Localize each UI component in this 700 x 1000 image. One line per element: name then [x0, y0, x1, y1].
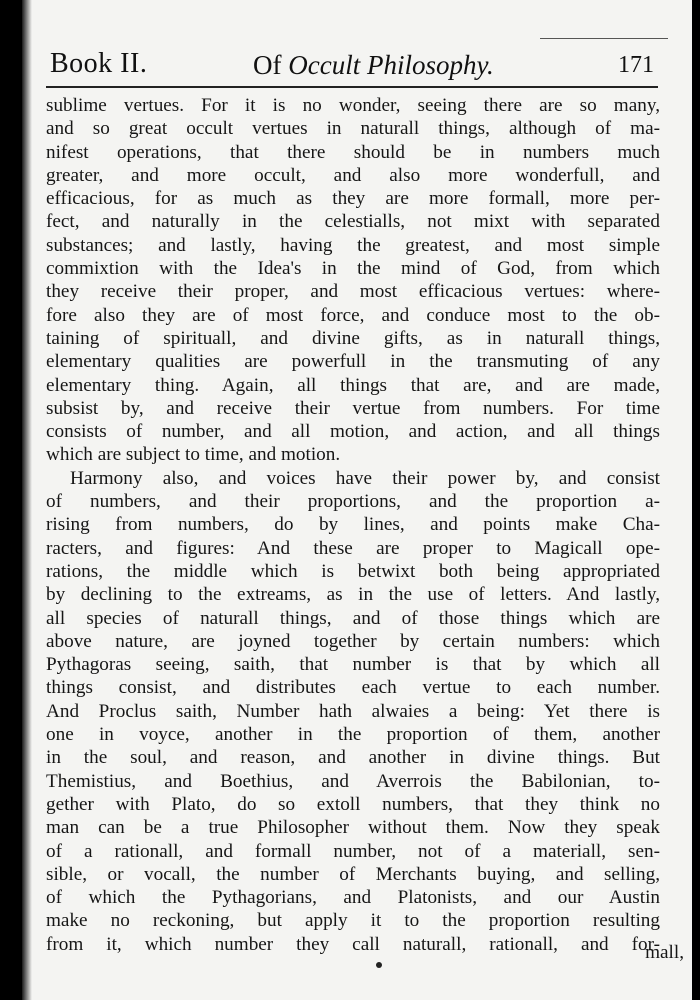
text-line: they receive their proper, and most efficacious vertues: where-: [46, 281, 660, 303]
text-line: by declining to the extreams, as in the use of letters. And lastly,: [46, 584, 660, 606]
text-line: from it, which number they call naturall, rationall, and for-: [46, 933, 660, 955]
text-line: Pythagoras seeing, saith, that number is that by which all: [46, 654, 660, 676]
text-line: fore also they are of most force, and conduce most to the ob-: [46, 304, 660, 326]
header-rule: [46, 86, 658, 88]
text-line: of a rationall, and formall number, not of a materiall, sen-: [46, 840, 660, 862]
text-line: elementary thing. Again, all things that are, and are made,: [46, 374, 660, 396]
text-line: and so great occult vertues in naturall things, although of ma-: [46, 118, 660, 140]
text-line: Themistius, and Boethius, and Averrois the Babilonian, to-: [46, 770, 660, 792]
text-line: nifest operations, that there should be in numbers much: [46, 141, 660, 163]
text-line: of which the Pythagorians, and Platonists, and our Austin: [46, 887, 660, 909]
text-line: gether with Plato, do so extoll numbers, that they think no: [46, 793, 660, 815]
text-line: above nature, are joyned together by certain numbers: which: [46, 630, 660, 652]
text-line: which are subject to time, and motion.: [46, 444, 341, 466]
page-number: 171: [618, 52, 654, 78]
text-line: fect, and naturally in the celestialls, not mixt with separated: [46, 211, 660, 233]
text-line: subsist by, and receive their vertue from numbers. For time: [46, 397, 660, 419]
text-line: rising from numbers, do by lines, and points make Cha-: [46, 514, 660, 536]
title-prefix: Of: [253, 50, 282, 80]
running-head: [50, 42, 662, 84]
text-line: And Proclus saith, Number hath alwaies a being: Yet there is: [46, 700, 660, 722]
text-line: things consist, and distributes each vertue to each number.: [46, 677, 660, 699]
text-line: elementary qualities are powerfull in the transmuting of any: [46, 351, 660, 373]
text-line: taining of spirituall, and divine gifts, as in naturall things,: [46, 327, 660, 349]
title-italic: Occult Philosophy.: [288, 50, 494, 80]
text-line: of numbers, and their proportions, and the proportion a-: [46, 491, 660, 513]
text-line: efficacious, for as much as they are more formall, more per-: [46, 188, 660, 210]
text-line: Harmony also, and voices have their power by, and consist: [70, 467, 660, 489]
text-line: substances; and lastly, having the greatest, and most simple: [46, 234, 660, 256]
text-line: greater, and more occult, and also more wonderfull, and: [46, 164, 660, 186]
page-edge-shadow: [22, 0, 32, 1000]
body-text: [46, 94, 660, 956]
text-line: sible, or vocall, the number of Merchants buying, and selling,: [46, 863, 660, 885]
text-line: rations, the middle which is betwixt both being appropriated: [46, 560, 660, 582]
text-line: consists of number, and all motion, and action, and all things: [46, 421, 660, 443]
top-rule: [540, 38, 668, 39]
text-line: all species of naturall things, and of those things which are: [46, 607, 660, 629]
running-title: [253, 50, 494, 81]
text-line: sublime vertues. For it is no wonder, seeing there are so many,: [46, 95, 660, 116]
book-label: Book II.: [50, 48, 148, 79]
text-line: man can be a true Philosopher without them. Now they speak: [46, 817, 660, 839]
catchword: mall,: [645, 942, 684, 963]
text-line: one in voyce, another in the proportion of them, another: [46, 724, 660, 746]
text-line: in the soul, and reason, and another in divine things. But: [46, 747, 660, 769]
text-line: commixtion with the Idea's in the mind of God, from which: [46, 258, 660, 280]
text-line: make no reckoning, but apply it to the proportion resulting: [46, 910, 660, 932]
text-line: racters, and figures: And these are proper to Magicall ope-: [46, 537, 660, 559]
ink-dot: [376, 962, 382, 968]
